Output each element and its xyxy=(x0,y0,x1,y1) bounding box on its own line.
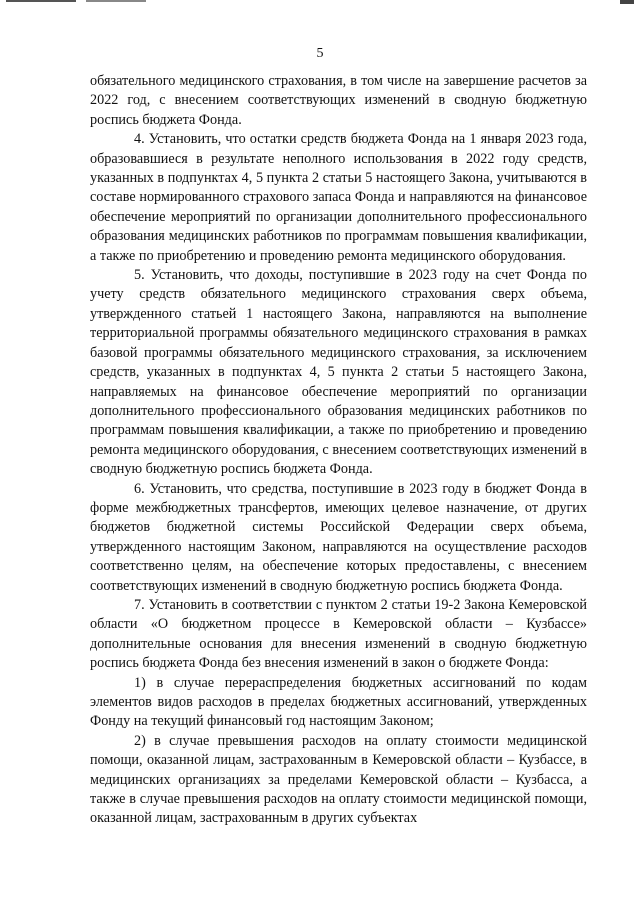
paragraph-continuation: обязательного медицинского страхования, в том числе на завершение расчетов за 2022 год, с внесением соответствующих изменений в сводную бюджетную роспись бюджета Фонда. xyxy=(90,73,587,128)
paragraph-item-5: 5. Установить, что доходы, поступившие в 2023 году на счет Фонда по учету средств обязательного медицинского страхования сверх объема, утвержденного статьей 1 настоящего Закона, направляются на выполнение территориальной программы обязательного медицинского страхования в рамках базовой программы обязательного медицинского страхования, за исключением средств, указанных в подпунктах 4, 5 пункта 2 статьи 5 настоящего Закона, направляемых на финансовое обеспечение мероприятий по организации дополнительного профессионального образования медицинских работников по программам повышения квалификации, а также по приобретению и проведению ремонта медицинского оборудования, с внесением соответствующих изменений в сводную бюджетную роспись бюджета Фонда. xyxy=(90,267,587,478)
page-number: 5 xyxy=(316,46,324,61)
subitem-1: 1) в случае перераспределения бюджетных ассигнований по кодам элементов видов расходов в пределах бюджетных ассигнований, утвержденных Фонду на текущий финансовый год настоящим Законом; xyxy=(90,674,587,730)
paragraph-item-6: 6. Установить, что средства, поступившие в 2023 году в бюджет Фонда в форме межбюджетных трансфертов, имеющих целевое назначение, от других бюджетов бюджетной системы Российской Федерации сверх объема, утвержденного настоящим Законом, направляются на осуществление расходов соответственно целям, на обеспечение которых предоставлены, с внесением соответствующих изменений в сводную бюджетную роспись бюджета Фонда. xyxy=(90,480,587,594)
subitem-2: 2) в случае превышения расходов на оплату стоимости медицинской помощи, оказанной лицам, застрахованным в Кемеровской области – Кузбассе, в медицинских организациях за пределами Кемеровской области – Кузбасса, а также в случае превышения расходов на оплату стоимости медицинской помощи, оказанной лицам, застрахованным в других субъектах xyxy=(90,732,587,827)
scan-artifact-right xyxy=(620,0,634,4)
scan-artifact-middle xyxy=(86,0,146,2)
scan-top-artifacts xyxy=(0,0,640,6)
document-body xyxy=(90,72,587,829)
paragraph-item-7: 7. Установить в соответствии с пунктом 2 статьи 19-2 Закона Кемеровской области «О бюджетном процессе в Кемеровской области – Кузбассе» дополнительные основания для внесения изменений в сводную бюджетную роспись бюджета Фонда без внесения изменений в закон о бюджете Фонда: xyxy=(90,596,587,672)
scan-artifact-left xyxy=(6,0,76,2)
paragraph-item-4: 4. Установить, что остатки средств бюджета Фонда на 1 января 2023 года, образовавшиеся в результате неполного использования в 2022 году средств, указанных в подпунктах 4, 5 пункта 2 статьи 5 настоящего Закона, учитываются в составе нормированного страхового запаса Фонда и направляются на финансовое обеспечение мероприятий по организации дополнительного профессионального образования медицинских работников по программам повышения квалификации, а также по приобретению и проведению ремонта медицинского оборудования. xyxy=(90,131,587,264)
